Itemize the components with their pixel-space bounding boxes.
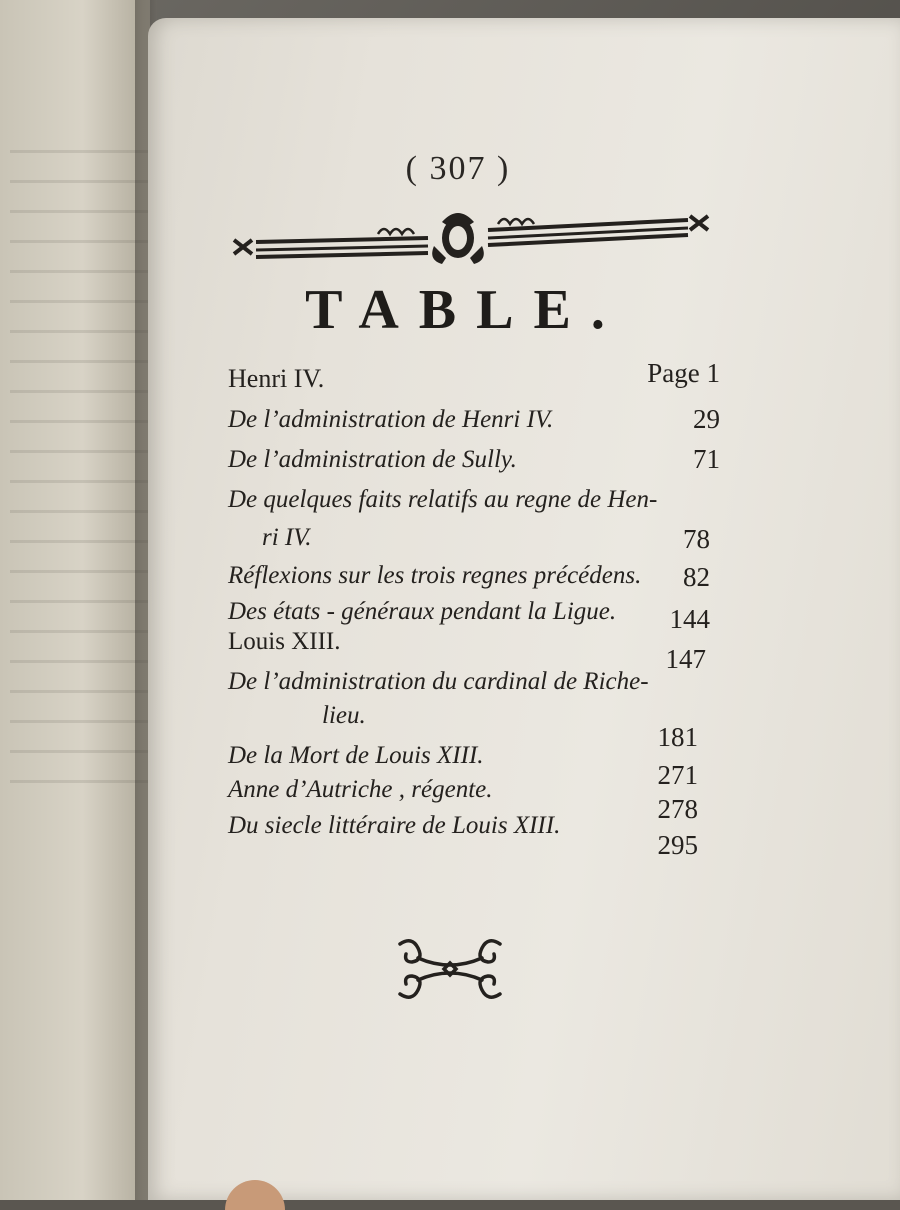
toc-entry-label: De l’administration du cardinal de Riche- [228, 668, 649, 695]
ornamental-tailpiece [392, 934, 508, 1004]
left-page-bleed-text [10, 150, 150, 790]
toc-entry-label: De la Mort de Louis XIII. [228, 742, 484, 769]
toc-entry-label: Henri IV. [228, 364, 325, 393]
toc-entry-page: 29 [693, 404, 720, 434]
toc-entry-page: 271 [657, 760, 698, 790]
toc-entry-label: Anne d’Autriche , régente. [228, 776, 493, 803]
toc-entry-label: De quelques faits relatifs au regne de Hen- [228, 486, 658, 513]
toc-entry-label: Du siecle littéraire de Louis XIII. [228, 812, 561, 839]
toc-entry-page: 278 [657, 794, 698, 824]
toc-entry-page: 295 [657, 830, 698, 860]
table-title: TABLE. [305, 279, 625, 341]
ornamental-headpiece [228, 202, 718, 268]
toc-entry-label: De l’administration de Henri IV. [228, 406, 554, 433]
toc-entry-page [590, 358, 720, 389]
page-value: 1 [706, 358, 720, 388]
toc-entry-label-continued: ri IV. [262, 524, 312, 551]
toc-entry-label-continued: lieu. [322, 702, 366, 729]
toc-entry-page: 82 [683, 562, 710, 592]
left-page [0, 0, 150, 1200]
toc-entry-label: De l’administration de Sully. [228, 446, 517, 473]
toc-entry-page: 147 [665, 644, 706, 674]
toc-entry-label: Louis XIII. [228, 628, 341, 655]
toc-entry-page: 78 [683, 524, 710, 554]
toc-entry-page: 181 [657, 722, 698, 752]
toc-entry-label: Réflexions sur les trois regnes précédens. [228, 562, 642, 589]
page-prefix: Page [647, 358, 700, 388]
toc-entry-page: 144 [669, 604, 710, 634]
toc-entry-label: Des états - généraux pendant la Ligue. [228, 598, 617, 625]
page-number: ( 307 ) [405, 150, 511, 187]
toc-entry-page: 71 [693, 444, 720, 474]
